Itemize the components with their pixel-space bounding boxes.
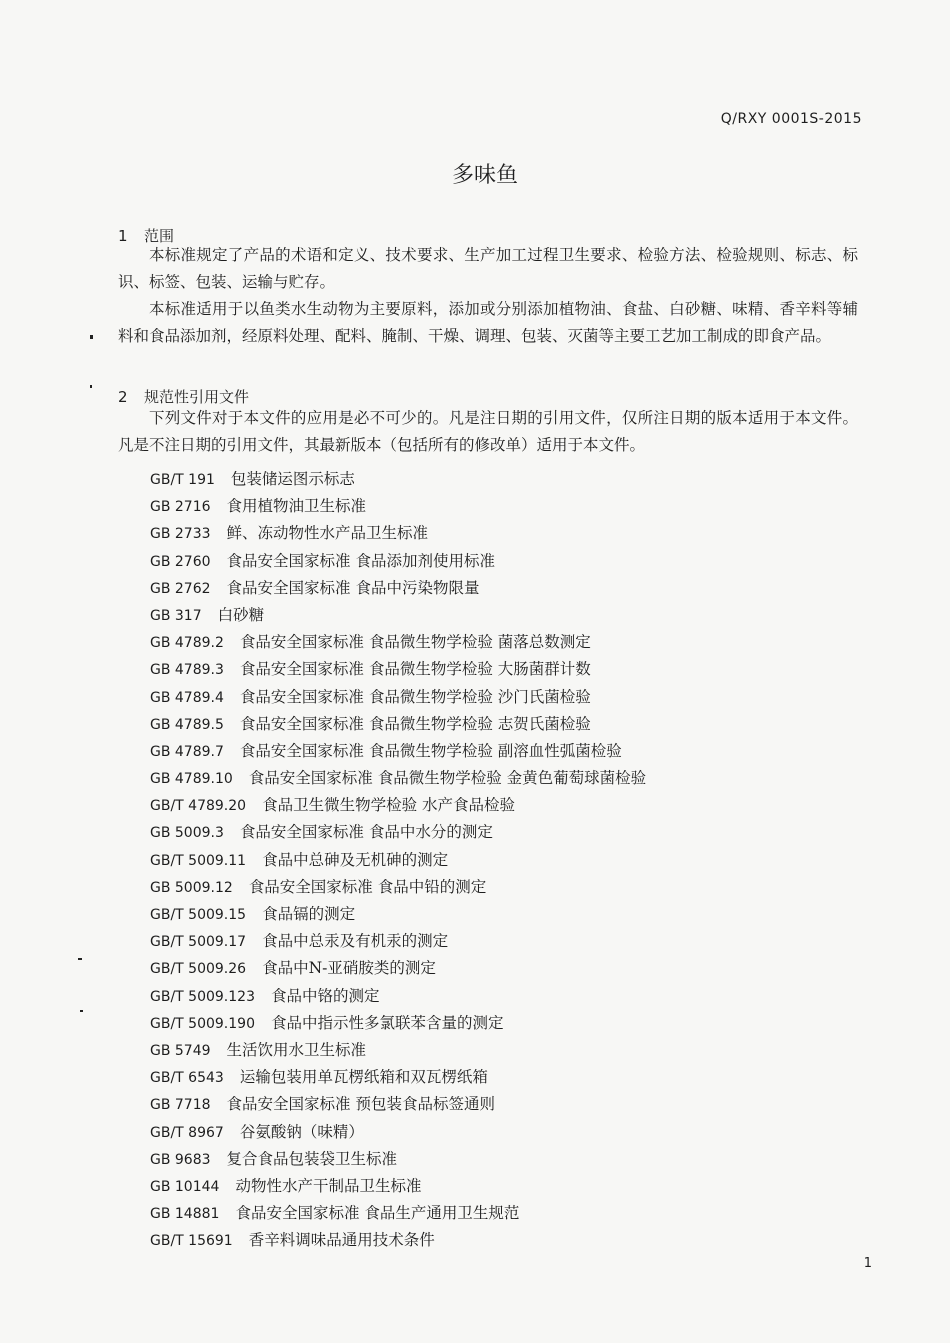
- section-1-title: 范围: [144, 227, 175, 245]
- reference-item: [150, 819, 646, 846]
- reference-title: 食品安全国家标准 食品生产通用卫生规范: [235, 1204, 520, 1223]
- reference-item: [150, 711, 646, 738]
- section-1-number: 1: [118, 227, 128, 245]
- reference-item: [150, 1227, 646, 1254]
- reference-item: [150, 575, 646, 602]
- reference-title: 食品中铬的测定: [270, 986, 380, 1005]
- reference-item: [150, 1173, 646, 1200]
- scan-speck: [78, 958, 82, 960]
- reference-code: GB 4789.5: [150, 716, 224, 733]
- reference-code: GB/T 5009.15: [150, 907, 247, 923]
- reference-title: 生活饮用水卫生标准: [226, 1040, 367, 1059]
- reference-item: [150, 765, 646, 792]
- reference-item: [150, 1010, 646, 1037]
- reference-title: 包装储运图示标志: [230, 470, 355, 488]
- standard-code: Q/RXY 0001S-2015: [720, 111, 862, 127]
- reference-code: GB 4789.3: [150, 662, 224, 679]
- scan-speck: [90, 385, 92, 388]
- reference-title: 食品镉的测定: [262, 905, 356, 923]
- reference-item: [150, 901, 646, 928]
- reference-title: 食品安全国家标准 食品微生物学检验 大肠菌群计数: [239, 660, 591, 679]
- scan-speck: [90, 335, 93, 339]
- reference-item: [150, 656, 646, 683]
- reference-title: 食品中总汞及有机汞的测定: [262, 932, 449, 951]
- document-title: 多味鱼: [451, 163, 518, 188]
- reference-code: GB 317: [150, 607, 202, 624]
- reference-code: GB 4789.4: [150, 689, 224, 706]
- reference-item: [150, 466, 646, 493]
- section-2-paragraph: 下列文件对于本文件的应用是必不可少的。凡是注日期的引用文件，仅所注日期的版本适用于本文件。凡是不注日期的引用文件，其最新版本（包括所有的修改单）适用于本文件。: [118, 409, 858, 454]
- reference-title: 白砂糖: [217, 605, 265, 624]
- reference-code: GB 2760: [150, 553, 211, 570]
- reference-code: GB 2733: [150, 526, 211, 543]
- section-2-title: 规范性引用文件: [144, 388, 250, 406]
- reference-code: GB/T 5009.17: [150, 934, 247, 951]
- reference-code: GB 2716: [150, 499, 211, 516]
- reference-code: GB/T 5009.11: [150, 852, 247, 869]
- reference-item: [150, 792, 646, 819]
- reference-title: 食品中总砷及无机砷的测定: [262, 850, 449, 869]
- reference-code: GB 10144: [150, 1178, 220, 1195]
- reference-title: 食品安全国家标准 食品微生物学检验 金黄色葡萄球菌检验: [248, 769, 647, 788]
- reference-code: GB/T 191: [150, 472, 215, 488]
- reference-item: [150, 1091, 646, 1118]
- section-1-paragraph-2: 本标准适用于以鱼类水生动物为主要原料，添加或分别添加植物油、食盐、白砂糖、味精、香辛料等辅料和食品添加剂，经原料处理、配料、腌制、干燥、调理、包装、灭菌等主要工艺加工制成的即食产品。: [118, 300, 858, 345]
- reference-code: GB/T 6543: [150, 1070, 224, 1087]
- reference-code: GB 14881: [150, 1206, 220, 1223]
- section-2-number: 2: [118, 388, 128, 406]
- reference-item: [150, 983, 646, 1010]
- reference-title: 运输包装用单瓦楞纸箱和双瓦楞纸箱: [239, 1068, 488, 1087]
- reference-title: 谷氨酸钠（味精）: [239, 1122, 364, 1141]
- reference-code: GB 4789.7: [150, 743, 224, 760]
- scan-speck: [80, 1010, 83, 1012]
- reference-code: GB 5009.12: [150, 879, 233, 896]
- reference-title: 食用植物油卫生标准: [226, 497, 367, 516]
- reference-title: 食品安全国家标准 食品中铅的测定: [248, 877, 487, 896]
- reference-code: GB 5009.3: [150, 825, 224, 842]
- reference-title: 食品安全国家标准 食品微生物学检验 志贺氏菌检验: [239, 714, 591, 733]
- reference-title: 食品中指示性多氯联苯含量的测定: [270, 1013, 504, 1032]
- reference-title: 食品安全国家标准 食品微生物学检验 沙门氏菌检验: [239, 687, 591, 706]
- reference-title: 鲜、冻动物性水产品卫生标准: [226, 524, 429, 543]
- reference-title: 食品安全国家标准 食品添加剂使用标准: [226, 551, 495, 570]
- reference-item: [150, 548, 646, 575]
- reference-title: 香辛料调味品通用技术条件: [248, 1231, 435, 1250]
- reference-item: [150, 874, 646, 901]
- section-1-paragraph-1: 本标准规定了产品的术语和定义、技术要求、生产加工过程卫生要求、检验方法、检验规则、标志、标识、标签、包装、运输与贮存。: [118, 246, 858, 291]
- reference-code: GB 9683: [150, 1151, 211, 1168]
- reference-item: [150, 1200, 646, 1227]
- reference-item: [150, 493, 646, 520]
- reference-code: GB/T 4789.20: [150, 798, 247, 815]
- reference-title: 动物性水产干制品卫生标准: [235, 1176, 422, 1195]
- reference-title: 食品安全国家标准 食品微生物学检验 菌落总数测定: [239, 633, 591, 652]
- reference-code: GB 7718: [150, 1097, 211, 1114]
- reference-title: 食品安全国家标准 食品微生物学检验 副溶血性弧菌检验: [239, 741, 622, 760]
- reference-title: 食品安全国家标准 食品中水分的测定: [239, 823, 493, 842]
- reference-code: GB 4789.2: [150, 635, 224, 652]
- reference-title: 食品安全国家标准 预包装食品标签通则: [226, 1095, 495, 1114]
- section-2-heading: [118, 386, 249, 407]
- reference-code: GB 5749: [150, 1042, 211, 1059]
- reference-code: GB/T 15691: [150, 1233, 233, 1250]
- reference-item: [150, 602, 646, 629]
- reference-title: 食品安全国家标准 食品中污染物限量: [226, 578, 480, 597]
- reference-code: GB/T 8967: [150, 1124, 224, 1141]
- reference-item: [150, 1119, 646, 1146]
- reference-code: GB/T 5009.26: [150, 961, 247, 978]
- reference-item: [150, 1146, 646, 1173]
- reference-item: [150, 1037, 646, 1064]
- reference-title: 复合食品包装袋卫生标准: [226, 1149, 398, 1168]
- reference-item: [150, 955, 646, 982]
- reference-code: GB 4789.10: [150, 771, 233, 788]
- reference-code: GB/T 5009.190: [150, 1015, 255, 1032]
- reference-item: [150, 847, 646, 874]
- reference-item: [150, 684, 646, 711]
- reference-item: [150, 738, 646, 765]
- reference-item: [150, 928, 646, 955]
- reference-item: [150, 520, 646, 547]
- reference-item: [150, 1064, 646, 1091]
- reference-code: GB 2762: [150, 580, 211, 597]
- reference-item: [150, 629, 646, 656]
- reference-title: 食品中N-亚硝胺类的测定: [262, 959, 436, 978]
- reference-code: GB/T 5009.123: [150, 988, 255, 1005]
- reference-title: 食品卫生微生物学检验 水产食品检验: [262, 796, 516, 815]
- page-number: 1: [863, 1256, 872, 1271]
- reference-list: [150, 466, 646, 1254]
